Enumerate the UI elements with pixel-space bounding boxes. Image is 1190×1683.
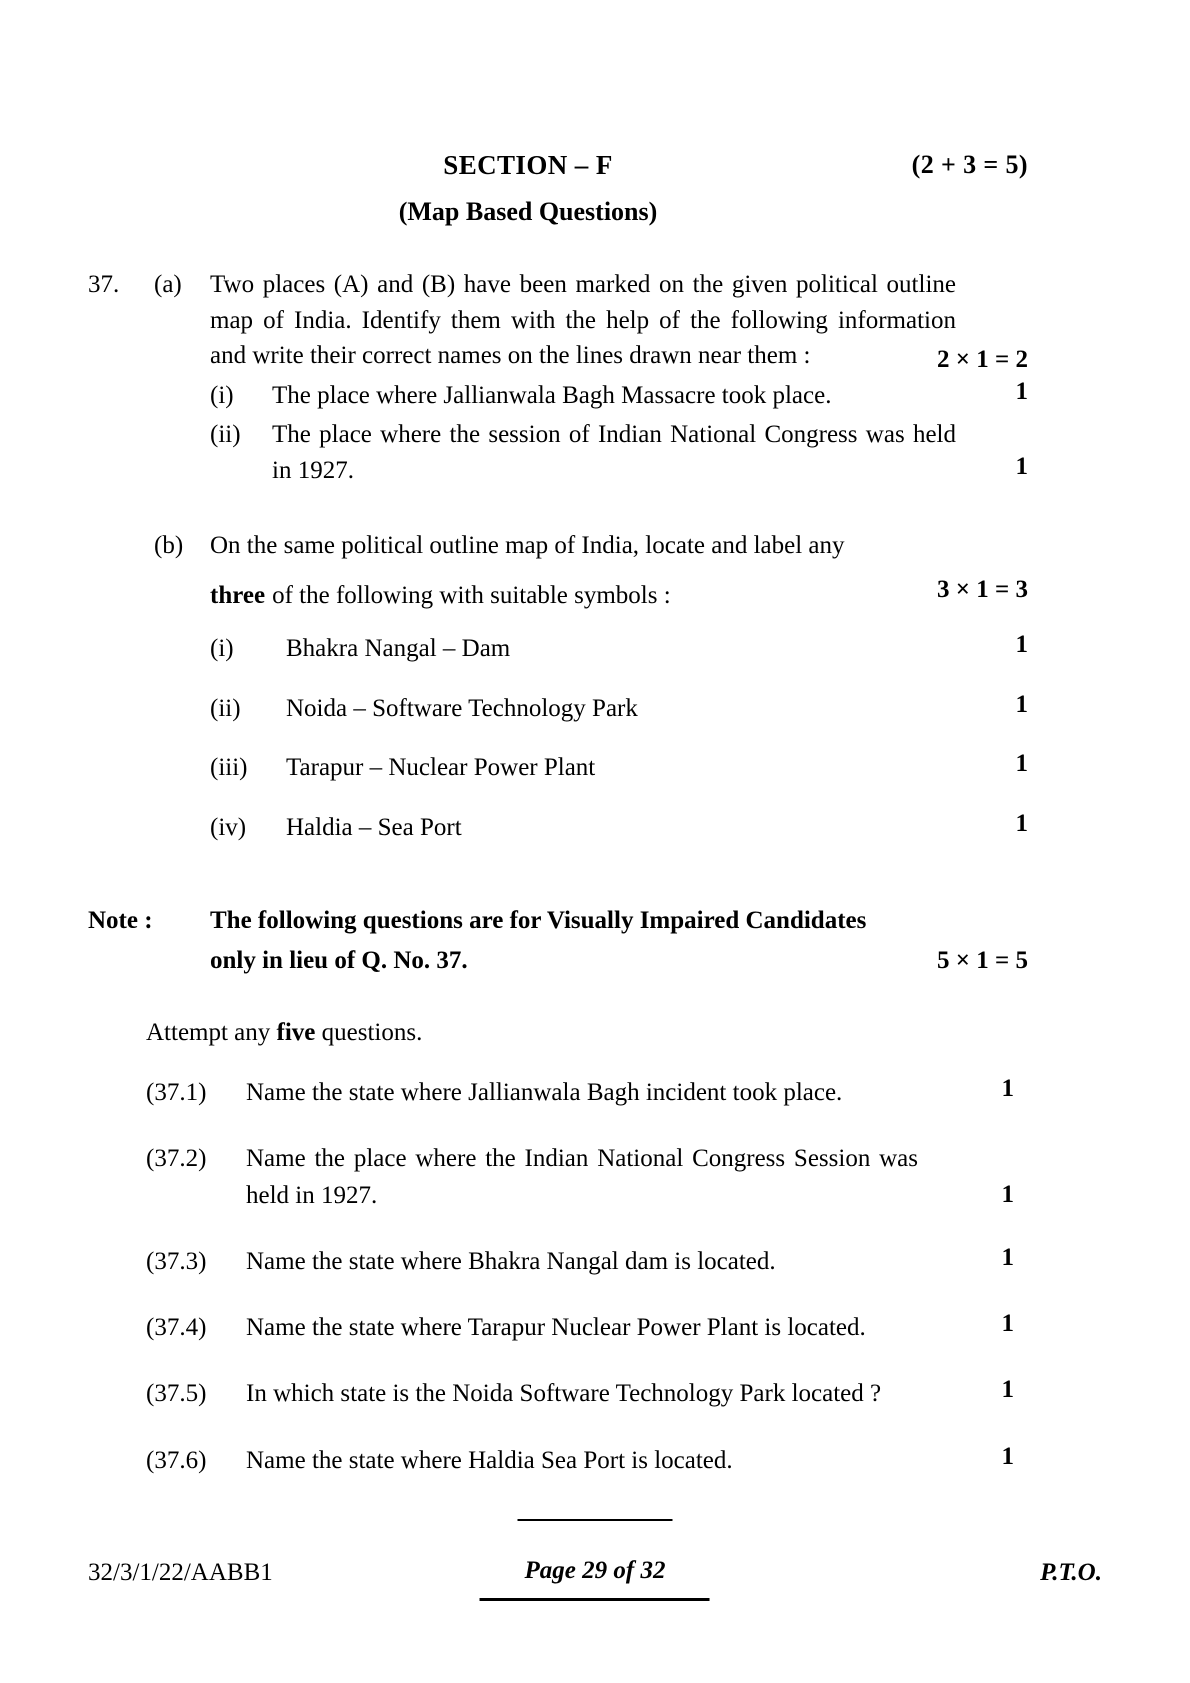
note-label: Note : xyxy=(88,907,153,934)
vi-question-text: Name the state where Jallianwala Bagh incident took place. xyxy=(246,1079,843,1106)
section-marks: (2 + 3 = 5) xyxy=(911,150,1028,179)
list-item xyxy=(210,378,1028,414)
vi-question-number: (37.4) xyxy=(146,1314,207,1341)
part-a-items xyxy=(210,378,1028,489)
item-roman: (i) xyxy=(210,381,234,409)
part-b-text-before: On the same political outline map of India, locate and label any xyxy=(210,532,845,559)
part-b-text-after: of the following with suitable symbols : xyxy=(272,581,671,609)
item-marks: 1 xyxy=(1015,453,1028,480)
attempt-after: questions. xyxy=(315,1019,423,1046)
item-roman: (ii) xyxy=(210,421,241,448)
question-37 xyxy=(88,267,1028,488)
vi-question-marks: 1 xyxy=(1001,1075,1014,1102)
vi-question-text: Name the place where the Indian National Congress Session was held in 1927. xyxy=(246,1145,918,1209)
vi-question-marks: 1 xyxy=(1001,1376,1014,1404)
list-item xyxy=(210,417,1028,488)
item-text: Noida – Software Technology Park xyxy=(286,694,638,722)
footer-rule-bottom xyxy=(480,1598,710,1601)
list-item xyxy=(146,1141,1028,1214)
vi-question-marks: 1 xyxy=(1001,1243,1014,1271)
section-title: SECTION – F xyxy=(443,150,613,180)
footer-rule-top xyxy=(518,1519,673,1521)
section-header xyxy=(88,150,1028,181)
vi-question-marks: 1 xyxy=(1001,1181,1014,1209)
list-item xyxy=(210,810,1028,846)
vi-question-number: (37.3) xyxy=(146,1247,207,1275)
item-roman: (i) xyxy=(210,635,234,662)
item-text: Bhakra Nangal – Dam xyxy=(286,635,511,662)
vi-question-number: (37.6) xyxy=(146,1446,207,1474)
part-a-marks: 2 × 1 = 2 xyxy=(937,345,1028,373)
vi-question-text: Name the state where Tarapur Nuclear Power Plant is located. xyxy=(246,1314,866,1341)
item-marks: 1 xyxy=(1015,690,1028,718)
item-roman: (iii) xyxy=(210,754,248,781)
visually-impaired-question-list xyxy=(146,1075,1028,1479)
page-indicator xyxy=(515,1557,676,1591)
question-37-part-a xyxy=(88,267,1028,374)
attempt-before: Attempt any xyxy=(146,1019,277,1046)
part-label-a: (a) xyxy=(154,271,182,298)
pto-label: P.T.O. xyxy=(1040,1559,1102,1586)
vi-question-text: Name the state where Haldia Sea Port is located. xyxy=(246,1446,733,1474)
attempt-emphasis: five xyxy=(276,1019,316,1046)
vi-question-text: Name the state where Bhakra Nangal dam is located. xyxy=(246,1247,776,1275)
list-item xyxy=(146,1310,1028,1346)
item-marks: 1 xyxy=(1015,809,1028,837)
part-b-items xyxy=(210,631,1028,845)
list-item xyxy=(146,1244,1028,1280)
attempt-instruction xyxy=(146,1019,1028,1047)
list-item xyxy=(210,750,1028,786)
note-block xyxy=(88,901,1028,981)
question-number: 37. xyxy=(88,271,120,298)
item-marks: 1 xyxy=(1015,631,1028,658)
note-marks: 5 × 1 = 5 xyxy=(937,947,1028,974)
part-label-b: (b) xyxy=(154,532,184,559)
part-b-emphasis: three xyxy=(210,581,266,609)
vi-question-number: (37.2) xyxy=(146,1145,207,1173)
item-roman: (iv) xyxy=(210,813,247,841)
part-b-text xyxy=(210,528,1028,613)
vi-question-marks: 1 xyxy=(1001,1442,1014,1470)
note-body xyxy=(210,901,1028,981)
note-line-1: The following questions are for Visually Impaired Candidates xyxy=(210,907,867,934)
list-item xyxy=(146,1376,1028,1412)
page-content xyxy=(88,150,1028,1479)
item-text: Tarapur – Nuclear Power Plant xyxy=(286,754,596,781)
item-marks: 1 xyxy=(1015,750,1028,777)
item-marks: 1 xyxy=(1015,377,1028,405)
list-item xyxy=(210,691,1028,727)
vi-question-text: In which state is the Noida Software Technology Park located ? xyxy=(246,1380,882,1408)
vi-question-number: (37.5) xyxy=(146,1380,207,1408)
paper-code: 32/3/1/22/AABB1 xyxy=(88,1559,273,1586)
section-subtitle: (Map Based Questions) xyxy=(398,197,658,226)
question-37-part-b xyxy=(88,528,1028,845)
list-item xyxy=(146,1075,1028,1111)
part-b-marks: 3 × 1 = 3 xyxy=(937,576,1028,603)
item-roman: (ii) xyxy=(210,694,241,722)
page-number-label: Page 29 of 32 xyxy=(524,1557,666,1584)
vi-question-number: (37.1) xyxy=(146,1079,207,1106)
item-text: The place where the session of Indian National Congress was held in 1927. xyxy=(272,421,956,484)
part-a-text: Two places (A) and (B) have been marked on the given political outline map of India. Identify them with the help of the following information and write their correct names on the lines drawn near them : xyxy=(210,271,956,369)
list-item xyxy=(146,1443,1028,1479)
vi-question-marks: 1 xyxy=(1001,1310,1014,1337)
line-gap xyxy=(210,564,956,578)
part-b-row xyxy=(88,528,1028,613)
list-item xyxy=(210,631,1028,667)
item-text: The place where Jallianwala Bagh Massacre took place. xyxy=(272,381,832,409)
item-text: Haldia – Sea Port xyxy=(286,813,462,841)
page-footer xyxy=(88,1527,1102,1587)
note-line-2: only in lieu of Q. No. 37. xyxy=(210,947,468,974)
